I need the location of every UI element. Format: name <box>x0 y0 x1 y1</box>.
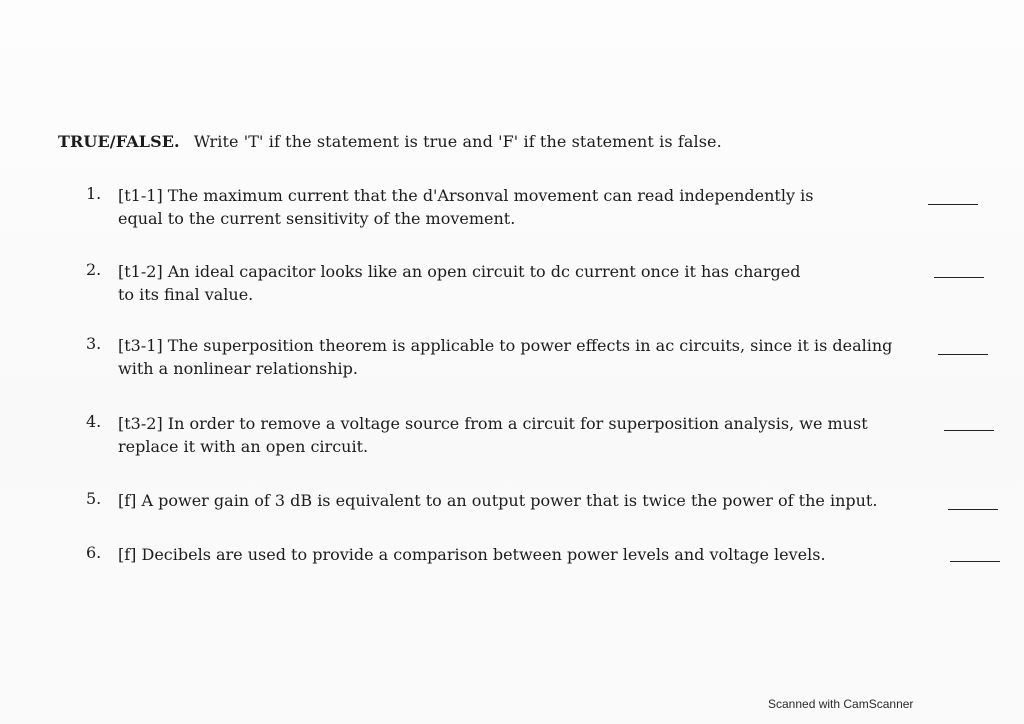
question-line: replace it with an open circuit. <box>118 437 369 456</box>
question-line: [t1-2] An ideal capacitor looks like an open circuit to dc current once it has charged <box>118 262 801 281</box>
question-number: 5. <box>86 489 102 508</box>
question-line: [t3-2] In order to remove a voltage source from a circuit for superposition analysis, we must <box>118 414 868 433</box>
question-line: [f] A power gain of 3 dB is equivalent to an output power that is twice the power of the input. <box>118 491 878 510</box>
answer-blank-1[interactable] <box>928 204 978 205</box>
question-text <box>118 334 918 380</box>
scanner-watermark: Scanned with CamScanner <box>768 697 914 711</box>
question-line: equal to the current sensitivity of the movement. <box>118 209 516 228</box>
answer-blank-4[interactable] <box>944 430 994 431</box>
question-text <box>118 184 918 230</box>
question-text <box>118 489 938 512</box>
section-title: TRUE/FALSE. <box>58 132 180 151</box>
answer-blank-6[interactable] <box>950 561 1000 562</box>
question-line: [f] Decibels are used to provide a comparison between power levels and voltage levels. <box>118 545 826 564</box>
answer-blank-3[interactable] <box>938 354 988 355</box>
question-number: 4. <box>86 412 102 431</box>
section-heading <box>58 132 722 151</box>
question-number: 1. <box>86 184 102 203</box>
answer-blank-2[interactable] <box>934 277 984 278</box>
question-number: 6. <box>86 543 102 562</box>
question-text <box>118 260 918 306</box>
answer-blank-5[interactable] <box>948 509 998 510</box>
question-line: to its final value. <box>118 285 254 304</box>
section-instruction: Write 'T' if the statement is true and 'F' if the statement is false. <box>193 132 722 151</box>
question-text <box>118 543 938 566</box>
question-line: with a nonlinear relationship. <box>118 359 358 378</box>
question-text <box>118 412 918 458</box>
question-number: 2. <box>86 260 102 279</box>
question-number: 3. <box>86 334 102 353</box>
question-line: [t3-1] The superposition theorem is applicable to power effects in ac circuits, since it is dealing <box>118 336 893 355</box>
question-line: [t1-1] The maximum current that the d'Arsonval movement can read independently is <box>118 186 814 205</box>
